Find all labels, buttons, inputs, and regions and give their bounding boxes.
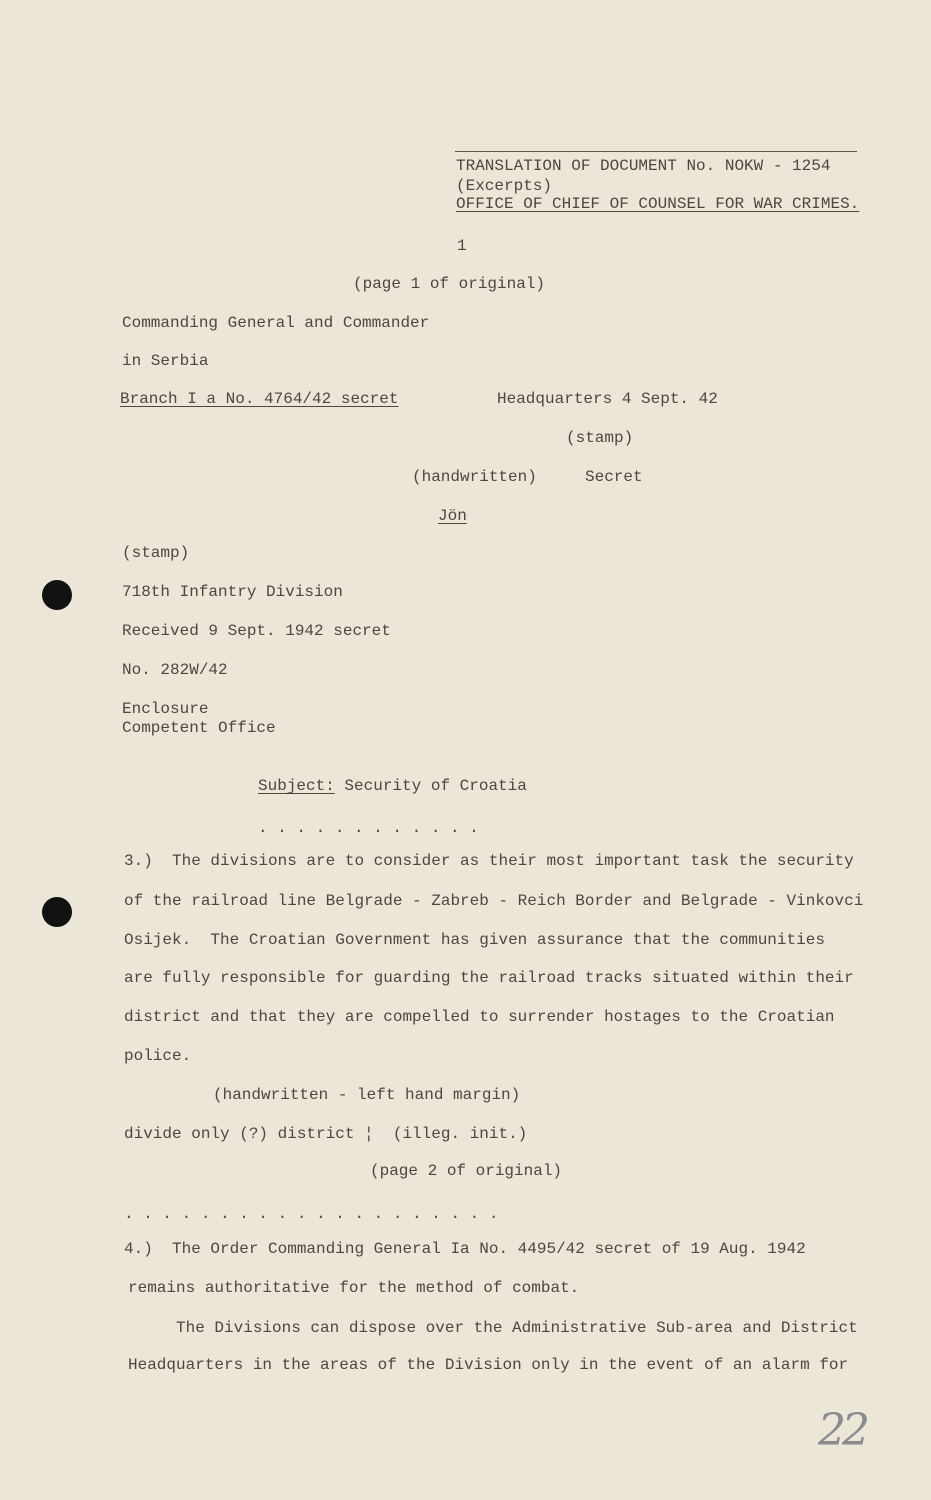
handwritten-folio-number: 22 (818, 1405, 866, 1456)
ellipsis-dots: . . . . . . . . . . . . (258, 819, 479, 837)
para3-line: Osijek. The Croatian Government has given assurance that the communities (124, 931, 825, 949)
para4-line: The Divisions can dispose over the Administrative Sub-area and District (176, 1319, 858, 1337)
receipt-line: Competent Office (122, 719, 276, 737)
margin-note: divide only (?) district ¦ (illeg. init.) (124, 1125, 528, 1143)
stamp-note: (stamp) (122, 544, 190, 562)
receipt-line: 718th Infantry Division (122, 583, 343, 601)
para4-line: Headquarters in the areas of the Division only in the event of an alarm for (128, 1356, 849, 1374)
para3-line: are fully responsible for guarding the railroad tracks situated within their (124, 969, 854, 987)
doc-excerpts: (Excerpts) (456, 177, 553, 195)
para4-line: 4.) The Order Commanding General Ia No. 4495/42 secret of 19 Aug. 1942 (124, 1240, 806, 1258)
handwritten-label: (handwritten) (412, 468, 537, 486)
doc-office: OFFICE OF CHIEF OF COUNSEL FOR WAR CRIMES. (456, 195, 860, 213)
para3-line: 3.) The divisions are to consider as their most important task the security (124, 852, 854, 870)
doc-title: TRANSLATION OF DOCUMENT No. NOKW - 1254 (456, 157, 831, 175)
subject-label: Subject: (258, 777, 335, 795)
margin-note-label: (handwritten - left hand margin) (213, 1086, 521, 1104)
ellipsis-dots: . . . . . . . . . . . . . . . . . . . . (124, 1205, 499, 1223)
para3-line: police. (124, 1047, 192, 1065)
para3-line: of the railroad line Belgrade - Zabreb - Reich Border and Belgrade - Vinkovci (124, 892, 864, 910)
receipt-line: No. 282W/42 (122, 661, 228, 679)
sender-line: in Serbia (122, 352, 209, 370)
para3-line: district and that they are compelled to surrender hostages to the Croatian (124, 1008, 835, 1026)
para4-line: remains authoritative for the method of combat. (128, 1279, 580, 1297)
receipt-line: Received 9 Sept. 1942 secret (122, 622, 391, 640)
place-date: Headquarters 4 Sept. 42 (497, 390, 718, 408)
sender-line: Commanding General and Commander (122, 314, 430, 332)
punch-hole (42, 580, 72, 610)
secret-label: Secret (585, 468, 643, 486)
page-number: 1 (457, 237, 467, 255)
stamp-note: (stamp) (566, 429, 634, 447)
punch-hole (42, 897, 72, 927)
page2-marker: (page 2 of original) (370, 1162, 563, 1180)
page1-marker: (page 1 of original) (353, 275, 546, 293)
reference: Branch I a No. 4764/42 secret (120, 390, 399, 408)
receipt-line: Enclosure (122, 700, 209, 718)
initials: Jön (438, 507, 467, 525)
header-rule (455, 151, 857, 152)
subject (258, 777, 527, 795)
subject-text: Security of Croatia (344, 777, 527, 795)
